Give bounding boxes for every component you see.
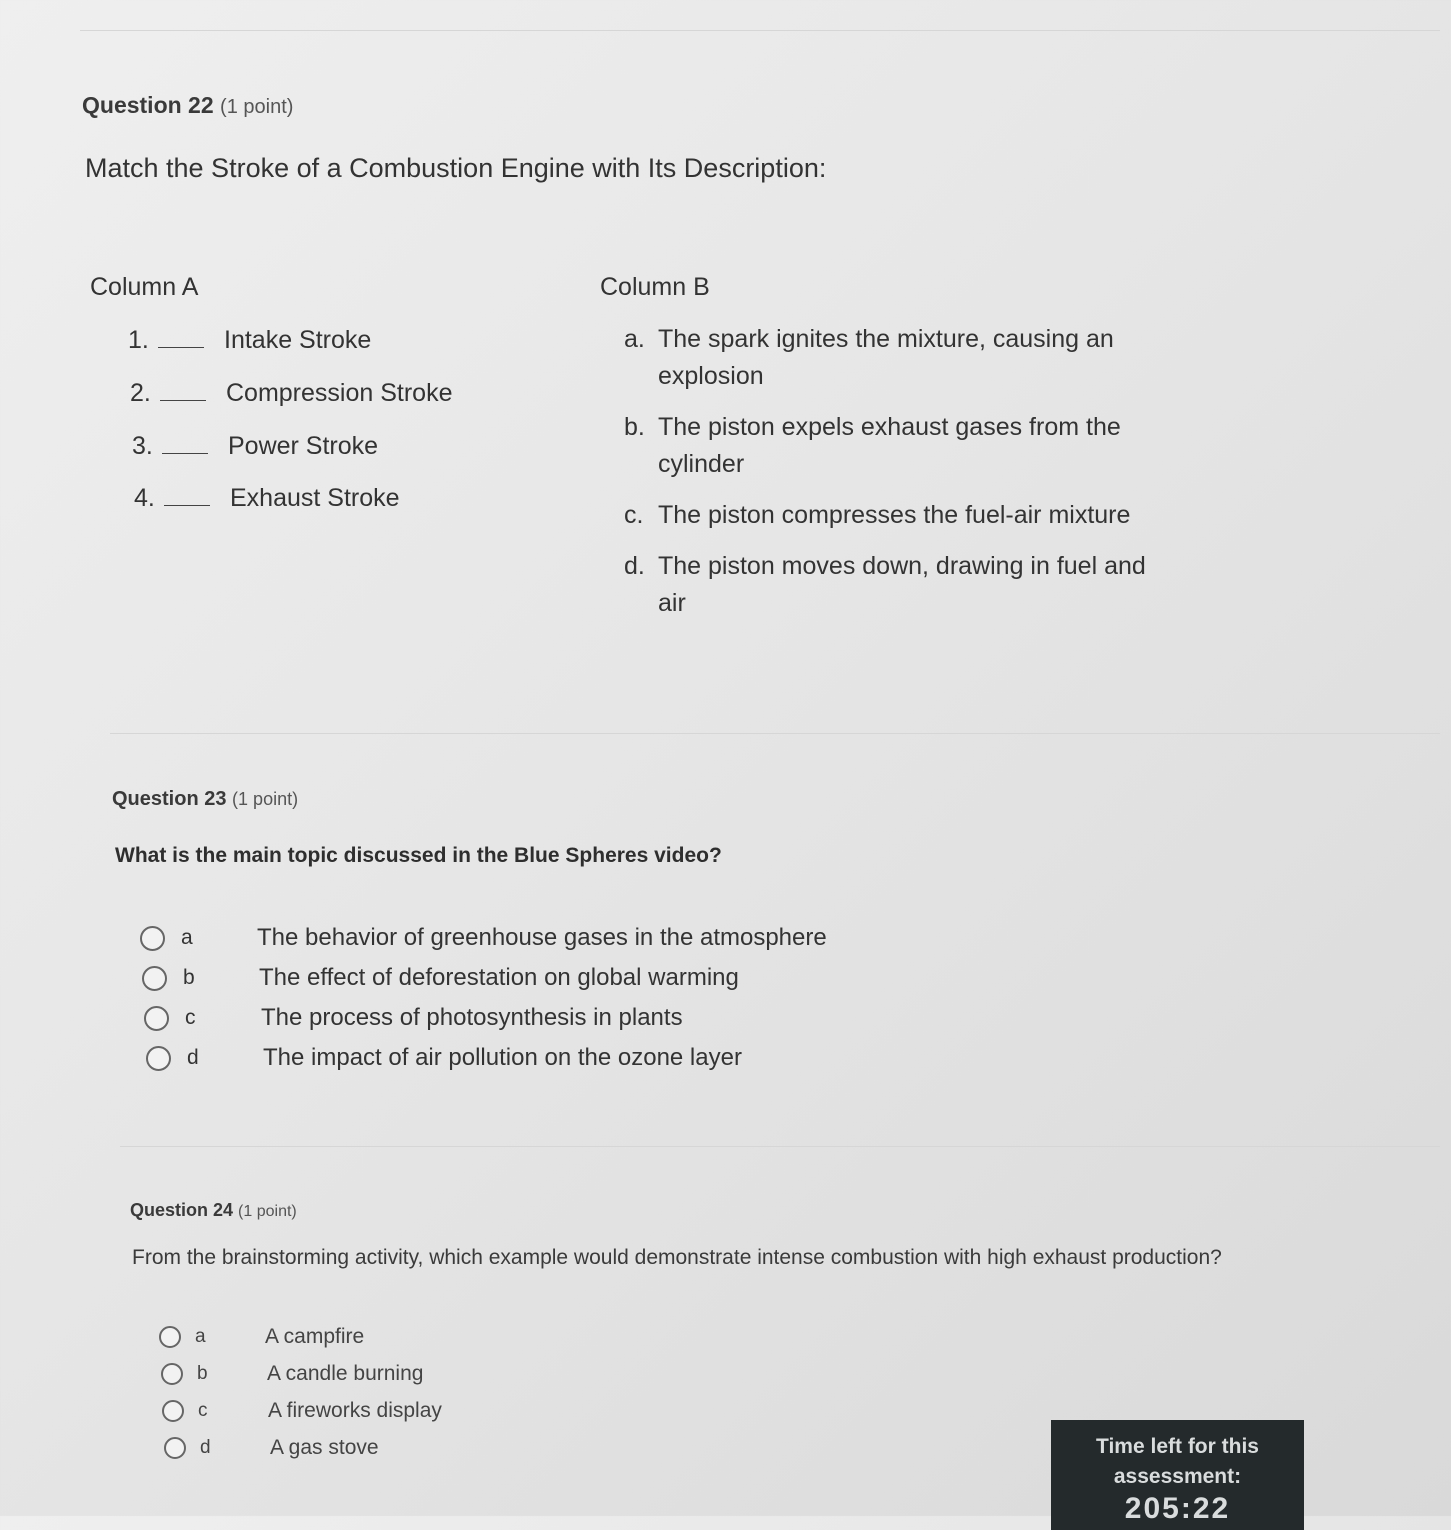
timer-label: Time left for this assessment: <box>1096 1435 1259 1488</box>
question-24-prompt: From the brainstorming activity, which example would demonstrate intense combustion with high exhaust production? <box>132 1246 1222 1269</box>
option-text: The effect of deforestation on global warming <box>259 964 739 991</box>
question-points: (1 point) <box>238 1203 297 1220</box>
option-letter: b <box>197 1363 208 1384</box>
radio-button[interactable] <box>140 926 165 951</box>
option-letter: d <box>187 1046 199 1069</box>
column-b-text: The spark ignites the mixture, causing an explosion <box>658 325 1114 390</box>
question-title: Question 23 <box>112 788 227 810</box>
answer-blank[interactable] <box>164 485 210 506</box>
answer-option-b[interactable] <box>142 964 739 992</box>
question-divider <box>110 733 1440 734</box>
question-title: Question 22 <box>82 92 214 118</box>
radio-button[interactable] <box>162 1400 184 1422</box>
answer-option-c[interactable] <box>144 1004 683 1032</box>
answer-option-d[interactable] <box>146 1044 742 1072</box>
radio-button[interactable] <box>159 1326 181 1348</box>
column-b-text: The piston moves down, drawing in fuel and air <box>658 552 1146 617</box>
radio-button[interactable] <box>161 1363 183 1385</box>
column-b-item: c. The piston compresses the fuel-air mixture <box>624 497 1164 534</box>
top-divider <box>80 30 1440 31</box>
option-text: A campfire <box>265 1325 365 1348</box>
column-a-item: 2. Compression Stroke <box>130 379 453 407</box>
question-24-header <box>130 1200 297 1221</box>
column-b-item: a. The spark ignites the mixture, causing an explosion <box>624 321 1164 395</box>
question-22-header <box>82 92 293 119</box>
option-letter: c <box>198 1400 208 1421</box>
radio-button[interactable] <box>146 1046 171 1071</box>
question-title: Question 24 <box>130 1200 234 1220</box>
option-text: A gas stove <box>270 1436 379 1459</box>
column-a-item: 4. Exhaust Stroke <box>134 484 400 512</box>
column-b-header: Column B <box>600 273 710 301</box>
answer-option-b[interactable] <box>161 1362 423 1386</box>
column-a-label: Power Stroke <box>228 432 379 460</box>
option-text: The behavior of greenhouse gases in the atmosphere <box>257 924 827 951</box>
option-text: The impact of air pollution on the ozone layer <box>263 1044 742 1071</box>
option-text: The process of photosynthesis in plants <box>261 1004 683 1031</box>
radio-button[interactable] <box>142 966 167 991</box>
column-a-item: 1. Intake Stroke <box>128 326 372 354</box>
answer-option-a[interactable] <box>159 1325 364 1349</box>
option-text: A candle burning <box>267 1362 424 1385</box>
column-a-header: Column A <box>90 273 199 301</box>
column-b-item: d. The piston moves down, drawing in fuel and air <box>624 548 1164 622</box>
option-text: A fireworks display <box>268 1399 442 1422</box>
answer-blank[interactable] <box>158 327 204 348</box>
option-letter: a <box>195 1326 206 1347</box>
column-b-item: b. The piston expels exhaust gases from the cylinder <box>624 409 1164 483</box>
column-a-label: Exhaust Stroke <box>230 484 400 512</box>
answer-blank[interactable] <box>160 380 206 401</box>
column-a-label: Compression Stroke <box>226 379 453 407</box>
timer-value: 205:22 <box>1124 1492 1231 1525</box>
question-points: (1 point) <box>220 96 294 118</box>
option-letter: c <box>185 1006 196 1029</box>
option-letter: a <box>181 926 193 949</box>
radio-button[interactable] <box>144 1006 169 1031</box>
assessment-timer <box>1051 1420 1304 1530</box>
answer-blank[interactable] <box>162 433 208 454</box>
column-a-item: 3. Power Stroke <box>132 432 379 460</box>
option-letter: b <box>183 966 195 989</box>
radio-button[interactable] <box>164 1437 186 1459</box>
answer-option-c[interactable] <box>162 1399 442 1423</box>
question-divider <box>120 1146 1440 1147</box>
option-letter: d <box>200 1437 211 1458</box>
column-b-text: The piston compresses the fuel-air mixture <box>658 501 1131 529</box>
question-23-prompt: What is the main topic discussed in the Blue Spheres video? <box>115 844 722 867</box>
answer-option-a[interactable] <box>140 924 827 952</box>
column-b-text: The piston expels exhaust gases from the cylinder <box>658 413 1121 478</box>
question-points: (1 point) <box>232 789 299 809</box>
column-a-label: Intake Stroke <box>224 326 372 354</box>
answer-option-d[interactable] <box>164 1436 379 1460</box>
question-23-header <box>112 788 298 811</box>
question-22-prompt: Match the Stroke of a Combustion Engine with Its Description: <box>85 153 827 183</box>
